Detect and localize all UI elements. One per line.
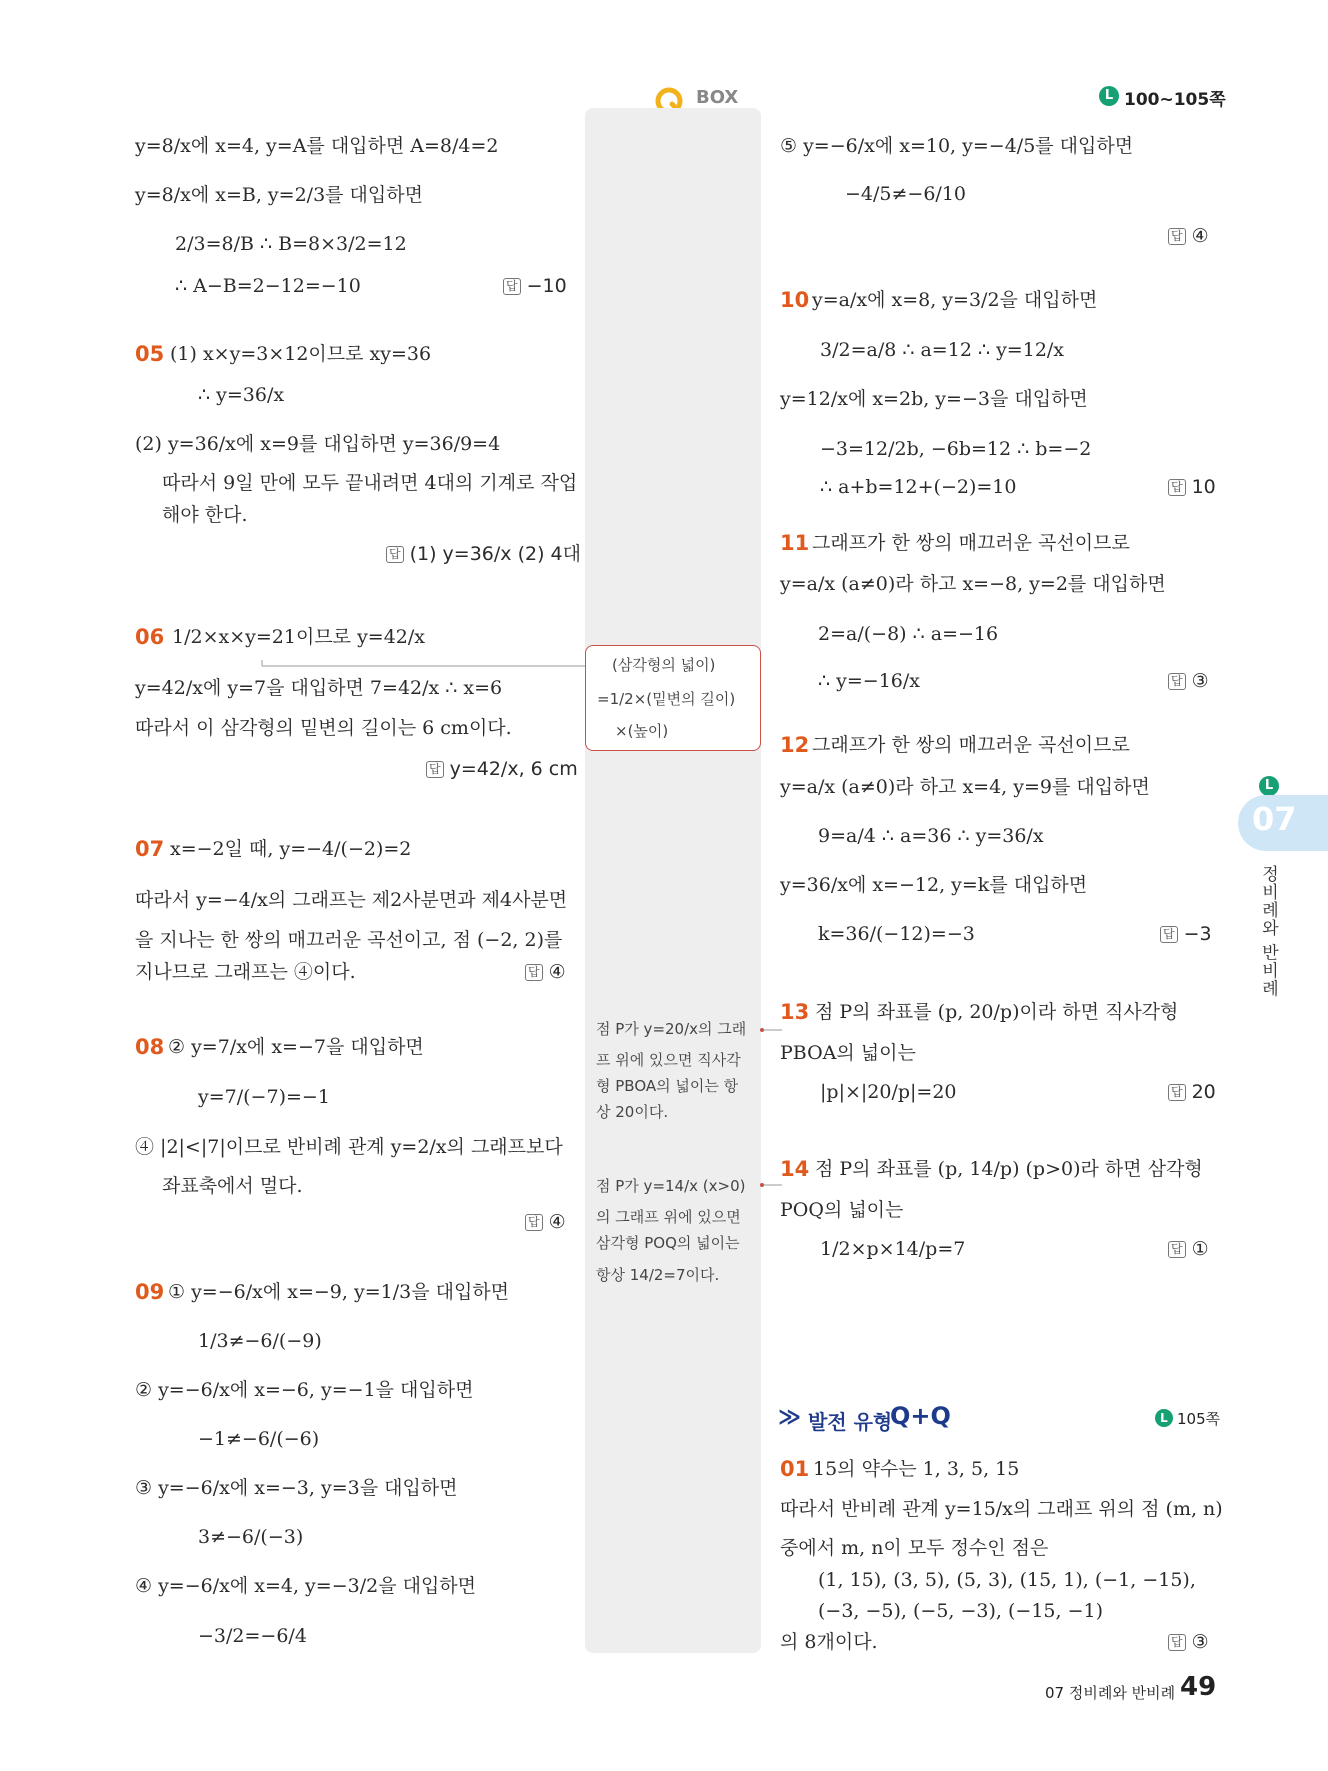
- chevron-right-icon: ≫: [778, 1405, 802, 1430]
- advanced-section-title: 발전 유형: [808, 1410, 893, 1434]
- solution-line: 9=a/4 ∴ a=36 ∴ y=36/x: [818, 825, 1044, 847]
- page-ref: 100~105쪽: [1124, 90, 1226, 110]
- note-line: (삼각형의 넓이): [612, 656, 716, 674]
- note-line: 상 20이다.: [596, 1103, 669, 1121]
- answer-mark: 답 y=42/x, 6 cm: [426, 755, 578, 783]
- solution-line: POQ의 넓이는: [780, 1199, 904, 1221]
- solution-line: y=a/x에 x=8, y=3/2을 대입하면: [812, 289, 1098, 311]
- chapter-icon: L: [1259, 776, 1279, 796]
- answer-mark: 답 20: [1168, 1078, 1216, 1106]
- note-line: 프 위에 있으면 직사각: [596, 1051, 741, 1069]
- solution-line: 따라서 이 삼각형의 밑변의 길이는 6 cm이다.: [135, 717, 512, 739]
- problem-number: 07: [135, 837, 165, 861]
- answer-mark: 답 ③: [1168, 667, 1209, 695]
- solution-line: 을 지나는 한 쌍의 매끄러운 곡선이고, 점 (−2, 2)를: [135, 929, 563, 951]
- solution-line: 3≠−6/(−3): [198, 1526, 304, 1548]
- problem-number: 09: [135, 1280, 165, 1304]
- qq-logo: Q+Q: [890, 1402, 951, 1430]
- solution-line: PBOA의 넓이는: [780, 1042, 916, 1064]
- answer-mark: 답 ①: [1168, 1235, 1209, 1263]
- solution-line: ∴ y=−16/x: [818, 670, 920, 692]
- note-line: 형 PBOA의 넓이는 항: [596, 1077, 739, 1095]
- solution-line: 그래프가 한 쌍의 매끄러운 곡선이므로: [812, 532, 1130, 554]
- advanced-page-ref: 105쪽: [1177, 1410, 1221, 1428]
- solution-line: −4/5≠−6/10: [845, 183, 967, 205]
- solution-line: y=42/x에 y=7을 대입하면 7=42/x ∴ x=6: [135, 677, 503, 699]
- note-line: 의 그래프 위에 있으면: [596, 1208, 741, 1226]
- solution-line: y=a/x (a≠0)라 하고 x=−8, y=2를 대입하면: [780, 573, 1166, 595]
- solution-line: 중에서 m, n이 모두 정수인 점은: [780, 1537, 1049, 1559]
- note-line: 점 P가 y=20/x의 그래: [596, 1020, 747, 1038]
- solution-line: 1/3≠−6/(−9): [198, 1330, 322, 1352]
- solution-line: −3=12/2b, −6b=12 ∴ b=−2: [820, 438, 1092, 460]
- page-number: 49: [1180, 1672, 1217, 1702]
- answer-mark: 답 ④: [525, 958, 566, 986]
- solution-line: 15의 약수는 1, 3, 5, 15: [813, 1458, 1020, 1480]
- solution-line: ⑤ y=−6/x에 x=10, y=−4/5를 대입하면: [780, 135, 1134, 157]
- page-ref-icon: L: [1099, 86, 1119, 106]
- solution-line: ① y=−6/x에 x=−9, y=1/3을 대입하면: [168, 1281, 510, 1303]
- solution-line: y=12/x에 x=2b, y=−3을 대입하면: [780, 388, 1088, 410]
- answer-mark: 답 (1) y=36/x (2) 4대: [386, 540, 581, 568]
- solution-line: k=36/(−12)=−3: [818, 923, 975, 945]
- solution-line: y=8/x에 x=B, y=2/3를 대입하면: [135, 184, 423, 206]
- problem-number: 06: [135, 625, 165, 649]
- problem-number: 13: [780, 1000, 810, 1024]
- solution-line: −1≠−6/(−6): [198, 1428, 320, 1450]
- solution-line: (1) x×y=3×12이므로 xy=36: [170, 343, 432, 365]
- answer-mark: 답 ④: [525, 1208, 566, 1236]
- solution-line: 2/3=8/B ∴ B=8×3/2=12: [175, 233, 407, 255]
- answer-mark: 답 −10: [503, 272, 567, 300]
- solution-line: 그래프가 한 쌍의 매끄러운 곡선이므로: [812, 734, 1130, 756]
- solution-line: 따라서 9일 만에 모두 끝내려면 4대의 기계로 작업: [162, 472, 578, 494]
- solution-line: (−3, −5), (−5, −3), (−15, −1): [818, 1600, 1104, 1622]
- solution-line: y=7/(−7)=−1: [198, 1086, 330, 1108]
- solution-line: 좌표축에서 멀다.: [162, 1175, 303, 1197]
- page-ref-icon: L: [1155, 1409, 1173, 1427]
- problem-number: 11: [780, 531, 810, 555]
- box-label: BOX: [696, 87, 739, 108]
- solution-line: 의 8개이다.: [780, 1631, 878, 1653]
- note-line: ×(높이): [615, 722, 669, 740]
- solution-line: x=−2일 때, y=−4/(−2)=2: [170, 838, 412, 860]
- note-line: 점 P가 y=14/x (x>0): [596, 1177, 746, 1195]
- answer-mark: 답 ④: [1168, 222, 1209, 250]
- answer-mark: 답 −3: [1160, 920, 1212, 948]
- solution-line: 따라서 반비례 관계 y=15/x의 그래프 위의 점 (m, n): [780, 1498, 1223, 1520]
- solution-line: ④ |2|<|7|이므로 반비례 관계 y=2/x의 그래프보다: [135, 1136, 563, 1158]
- note-line: 삼각형 POQ의 넓이는: [596, 1234, 740, 1252]
- solution-line: y=a/x (a≠0)라 하고 x=4, y=9를 대입하면: [780, 776, 1150, 798]
- solution-line: |p|×|20/p|=20: [820, 1081, 957, 1103]
- solution-line: 지나므로 그래프는 ④이다.: [135, 961, 356, 983]
- solution-line: y=36/x에 x=−12, y=k를 대입하면: [780, 874, 1088, 896]
- solution-line: 따라서 y=−4/x의 그래프는 제2사분면과 제4사분면: [135, 889, 568, 911]
- solution-line: 1/2×p×14/p=7: [820, 1238, 966, 1260]
- answer-mark: 답 ③: [1168, 1628, 1209, 1656]
- note-line: =1/2×(밑변의 길이): [597, 690, 736, 708]
- solution-line: y=8/x에 x=4, y=A를 대입하면 A=8/4=2: [135, 135, 499, 157]
- problem-number: 10: [780, 288, 810, 312]
- problem-number: 05: [135, 342, 165, 366]
- answer-mark: 답 10: [1168, 473, 1216, 501]
- solution-line: 1/2×x×y=21이므로 y=42/x: [172, 626, 426, 648]
- solution-line: ③ y=−6/x에 x=−3, y=3을 대입하면: [135, 1477, 458, 1499]
- solution-line: 3/2=a/8 ∴ a=12 ∴ y=12/x: [820, 339, 1065, 361]
- solution-line: ② y=−6/x에 x=−6, y=−1을 대입하면: [135, 1379, 474, 1401]
- solution-line: 2=a/(−8) ∴ a=−16: [818, 623, 999, 645]
- problem-number: 14: [780, 1157, 810, 1181]
- solution-line: (1, 15), (3, 5), (5, 3), (15, 1), (−1, −15),: [818, 1569, 1196, 1591]
- problem-number: 01: [780, 1457, 810, 1481]
- note-line: 항상 14/2=7이다.: [596, 1266, 720, 1284]
- problem-number: 12: [780, 733, 810, 757]
- solution-line: −3/2=−6/4: [198, 1625, 307, 1647]
- solution-line: 점 P의 좌표를 (p, 20/p)이라 하면 직사각형: [815, 1001, 1179, 1023]
- footer-chapter-label: 07 정비례와 반비례: [1045, 1684, 1176, 1702]
- chapter-title: 정비례와 반비례: [1258, 865, 1278, 998]
- solution-line: 해야 한다.: [162, 504, 248, 526]
- solution-line: ∴ a+b=12+(−2)=10: [820, 476, 1017, 498]
- chapter-number: 07: [1252, 800, 1297, 838]
- solution-line: ∴ y=36/x: [198, 384, 285, 406]
- problem-number: 08: [135, 1035, 165, 1059]
- solution-line: (2) y=36/x에 x=9를 대입하면 y=36/9=4: [135, 433, 501, 455]
- solution-line: ④ y=−6/x에 x=4, y=−3/2을 대입하면: [135, 1575, 477, 1597]
- solution-line: ∴ A−B=2−12=−10: [175, 275, 361, 297]
- solution-line: 점 P의 좌표를 (p, 14/p) (p>0)라 하면 삼각형: [815, 1158, 1203, 1180]
- solution-line: ② y=7/x에 x=−7을 대입하면: [168, 1036, 424, 1058]
